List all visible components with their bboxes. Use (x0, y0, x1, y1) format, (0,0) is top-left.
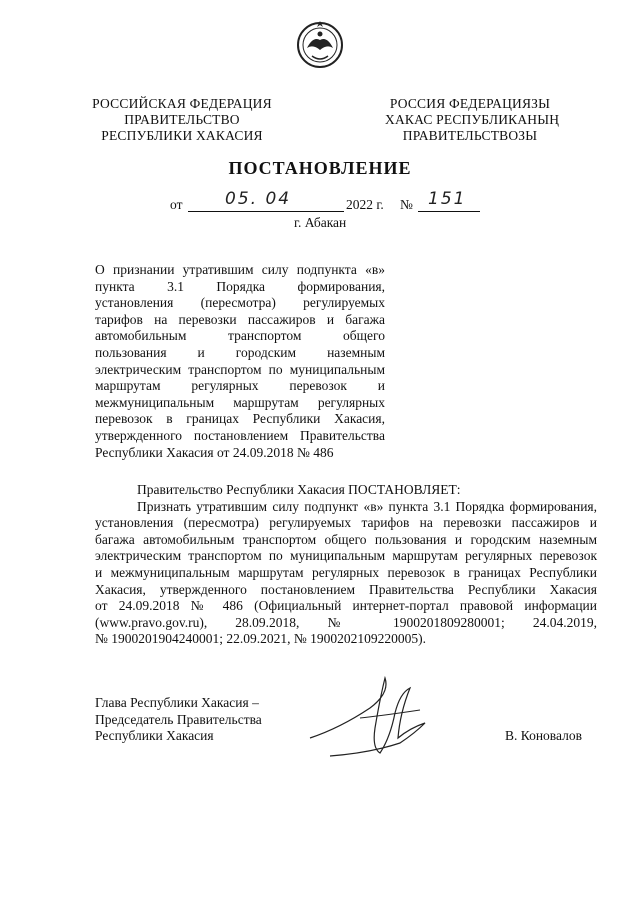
subject-line: Республики Хакасия от 24.09.2018 № 486 (95, 444, 334, 460)
body-line: от 24.09.2018 № 486 (Официальный интернет-портал правовой информации (95, 598, 597, 614)
city: г. Абакан (294, 215, 347, 230)
number-prefix: № (400, 197, 413, 212)
header-right-line: РОССИЯ ФЕДЕРАЦИЯЗЫ (389, 96, 551, 111)
document-title: ПОСТАНОВЛЕНИЕ (228, 158, 412, 178)
khakassia-coat-of-arms-icon (295, 18, 345, 70)
subject-line: пользования и городским наземным (95, 344, 385, 360)
header-left-line: РЕСПУБЛИКИ ХАКАСИЯ (101, 128, 263, 143)
date-prefix: от (170, 197, 183, 212)
subject-line: установления (пересмотра) регулируемых (95, 295, 385, 311)
body-line: Хакасия, утвержденного постановлением Правительства Республики Хакасия (95, 581, 597, 597)
body-line: багажа автомобильным транспортом общего пользования и городским наземным (95, 531, 597, 547)
header-left (92, 96, 272, 144)
body-line: № 1900201904240001; 22.09.2021, № 1900202109220005). (95, 631, 427, 647)
handwritten-date: 05. 04 (225, 189, 292, 209)
sign-line: Республики Хакасия (95, 728, 214, 744)
subject-line: перевозок в границах Республики Хакасия, (95, 411, 385, 427)
subject-line: О признании утратившим силу подпункта «в» (95, 262, 385, 277)
date-number-line (170, 189, 490, 215)
body-block (95, 482, 597, 648)
subject-line: электрическим транспортом по муниципальным (95, 361, 385, 377)
body-lead: Правительство Республики Хакасия ПОСТАНОВЛЯЕТ: (137, 482, 461, 497)
subject-line: межмуниципальным маршрутам регулярных (95, 394, 385, 410)
body-line: Признать утратившим силу подпункт «в» пункта 3.1 Порядка формирования, (137, 498, 597, 514)
handwritten-number: 151 (428, 189, 467, 209)
subject-line: маршрутам регулярных перевозок и (95, 378, 385, 394)
sign-line: Глава Республики Хакасия – (95, 695, 259, 710)
header-right-line: ХАКАС РЕСПУБЛИКАНЫҢ (385, 112, 560, 127)
subject-line: утвержденного постановлением Правительства (95, 427, 385, 443)
sign-line: Председатель Правительства (95, 711, 262, 727)
date-underline (188, 211, 344, 212)
subject-block (95, 262, 385, 461)
body-line: электрическим транспортом по муниципальным маршрутам регулярных перевозок (95, 548, 597, 564)
signer-name: В. Коновалов (505, 728, 582, 743)
number-underline (418, 211, 480, 212)
header-left-line: РОССИЙСКАЯ ФЕДЕРАЦИЯ (92, 96, 272, 111)
handwritten-signature-icon (300, 668, 450, 768)
subject-line: тарифов на перевозки пассажиров и багажа (95, 311, 385, 327)
signature-title-block (95, 695, 262, 745)
subject-line: автомобильным транспортом общего (95, 328, 385, 344)
subject-line: пункта 3.1 Порядка формирования, (95, 278, 385, 294)
body-line: и межмуниципальным маршрутам регулярных перевозок в границах Республики (95, 564, 597, 580)
header-left-line: ПРАВИТЕЛЬСТВО (124, 112, 240, 127)
body-line: установления (пересмотра) регулируемых тарифов на перевозки пассажиров и (95, 515, 597, 531)
header-right-line: ПРАВИТЕЛЬСТВОЗЫ (402, 128, 538, 143)
year: 2022 г. (346, 197, 384, 212)
body-line: (www.pravo.gov.ru), 28.09.2018, № 1900201809280001; 24.04.2019, (95, 614, 597, 630)
header-right (385, 96, 560, 144)
